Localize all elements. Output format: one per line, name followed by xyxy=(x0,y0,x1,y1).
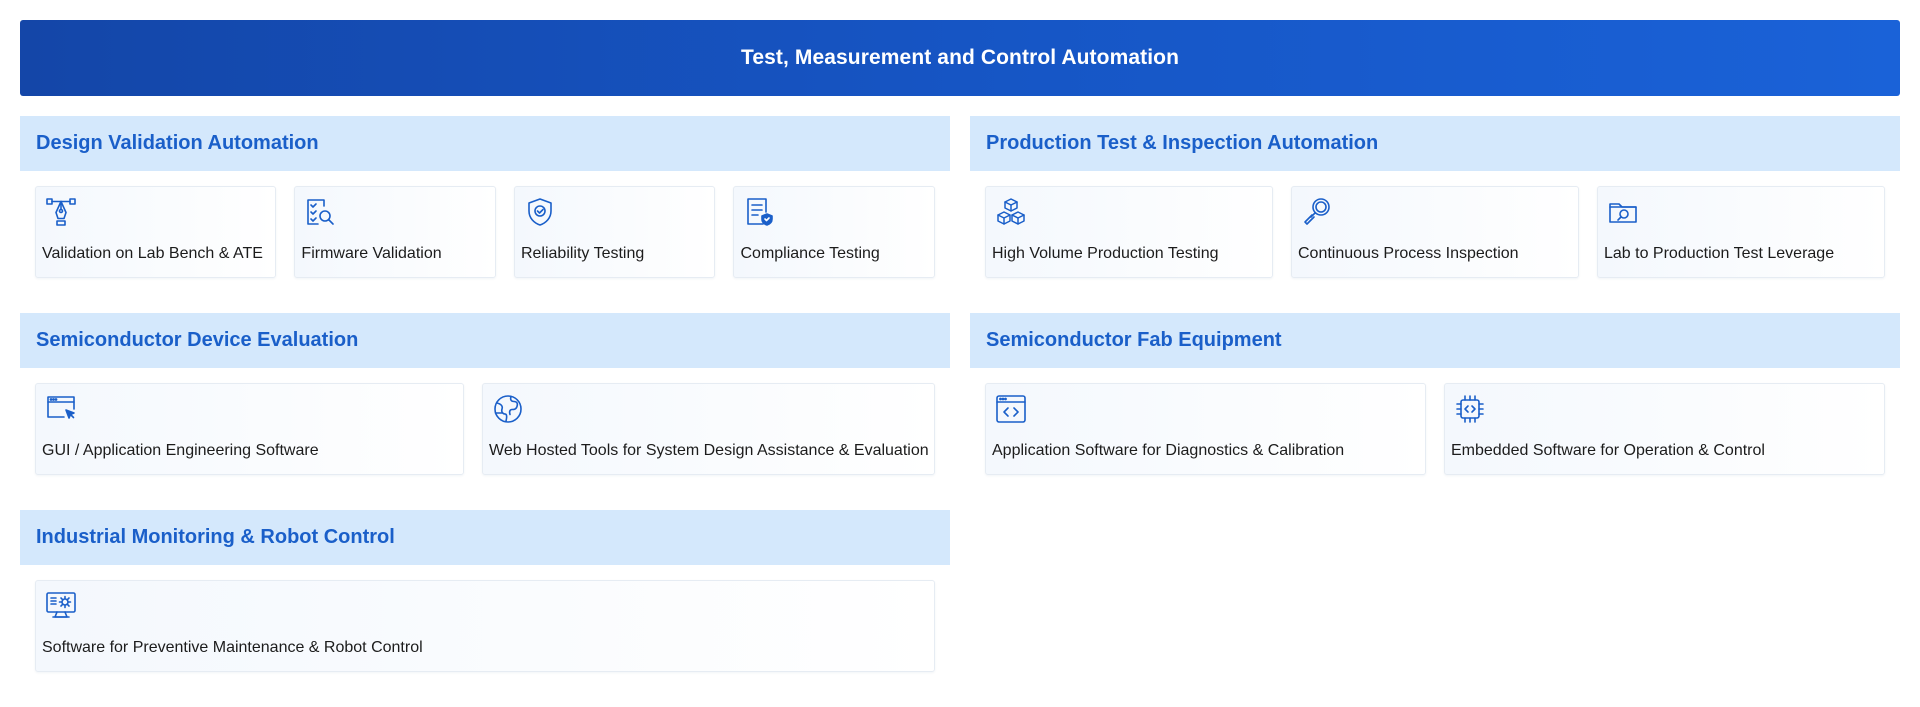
code-window-icon xyxy=(995,393,1027,425)
card-diagnostics-calibration[interactable] xyxy=(985,383,1426,475)
card-label: Firmware Validation xyxy=(301,245,442,262)
card-web-hosted-tools[interactable] xyxy=(482,383,935,475)
card-reliability-testing[interactable] xyxy=(514,186,716,278)
card-label: Web Hosted Tools for System Design Assistance & Evaluation xyxy=(489,442,929,459)
section-header xyxy=(970,116,1900,171)
card-embedded-software[interactable] xyxy=(1444,383,1885,475)
shield-check-icon xyxy=(524,196,556,228)
card-label: Embedded Software for Operation & Control xyxy=(1451,442,1765,459)
card-label: Lab to Production Test Leverage xyxy=(1604,245,1835,262)
card-label: Continuous Process Inspection xyxy=(1298,245,1519,262)
document-shield-icon xyxy=(743,196,775,228)
pen-tool-icon xyxy=(45,196,77,228)
globe-icon xyxy=(492,393,524,425)
card-label: Reliability Testing xyxy=(520,245,645,262)
card-firmware-validation[interactable] xyxy=(294,186,496,278)
window-cursor-icon xyxy=(45,393,77,425)
cubes-icon xyxy=(995,196,1027,228)
card-label: GUI / Application Engineering Software xyxy=(42,442,319,459)
card-label: Validation on Lab Bench & ATE xyxy=(42,245,263,262)
card-high-volume-testing[interactable] xyxy=(985,186,1273,278)
card-compliance-testing[interactable] xyxy=(733,186,935,278)
card-continuous-inspection[interactable] xyxy=(1291,186,1579,278)
card-gui-application-software[interactable] xyxy=(35,383,464,475)
card-list xyxy=(970,171,1900,278)
section-title: Production Test & Inspection Automation xyxy=(986,132,1379,154)
card-validation-lab-bench[interactable] xyxy=(35,186,276,278)
card-list xyxy=(20,171,950,278)
card-label: Compliance Testing xyxy=(740,245,880,262)
section-header xyxy=(20,313,950,368)
section-header xyxy=(20,510,950,565)
section-design-validation xyxy=(20,116,950,278)
monitor-gear-icon xyxy=(45,590,77,622)
section-header xyxy=(20,116,950,171)
section-title: Semiconductor Fab Equipment xyxy=(986,329,1282,351)
page-title: Test, Measurement and Control Automation xyxy=(740,46,1180,69)
section-title: Design Validation Automation xyxy=(36,132,319,154)
page-header xyxy=(20,20,1900,96)
section-semiconductor-fab-equipment xyxy=(970,313,1900,475)
card-list xyxy=(970,368,1900,475)
section-title: Industrial Monitoring & Robot Control xyxy=(36,526,395,548)
card-label: Software for Preventive Maintenance & Robot Control xyxy=(42,639,423,656)
card-list xyxy=(20,368,950,475)
card-list xyxy=(20,565,950,672)
card-label: Application Software for Diagnostics & Calibration xyxy=(992,442,1345,459)
section-header xyxy=(970,313,1900,368)
magnifier-icon xyxy=(1301,196,1333,228)
card-preventive-maintenance[interactable] xyxy=(35,580,935,672)
chip-icon xyxy=(1454,393,1486,425)
section-semiconductor-device-evaluation xyxy=(20,313,950,475)
card-lab-to-production[interactable] xyxy=(1597,186,1885,278)
checklist-search-icon xyxy=(304,196,336,228)
section-production-test xyxy=(970,116,1900,278)
card-label: High Volume Production Testing xyxy=(992,245,1219,262)
folder-search-icon xyxy=(1607,196,1639,228)
section-title: Semiconductor Device Evaluation xyxy=(36,329,359,351)
section-industrial-monitoring xyxy=(20,510,950,672)
